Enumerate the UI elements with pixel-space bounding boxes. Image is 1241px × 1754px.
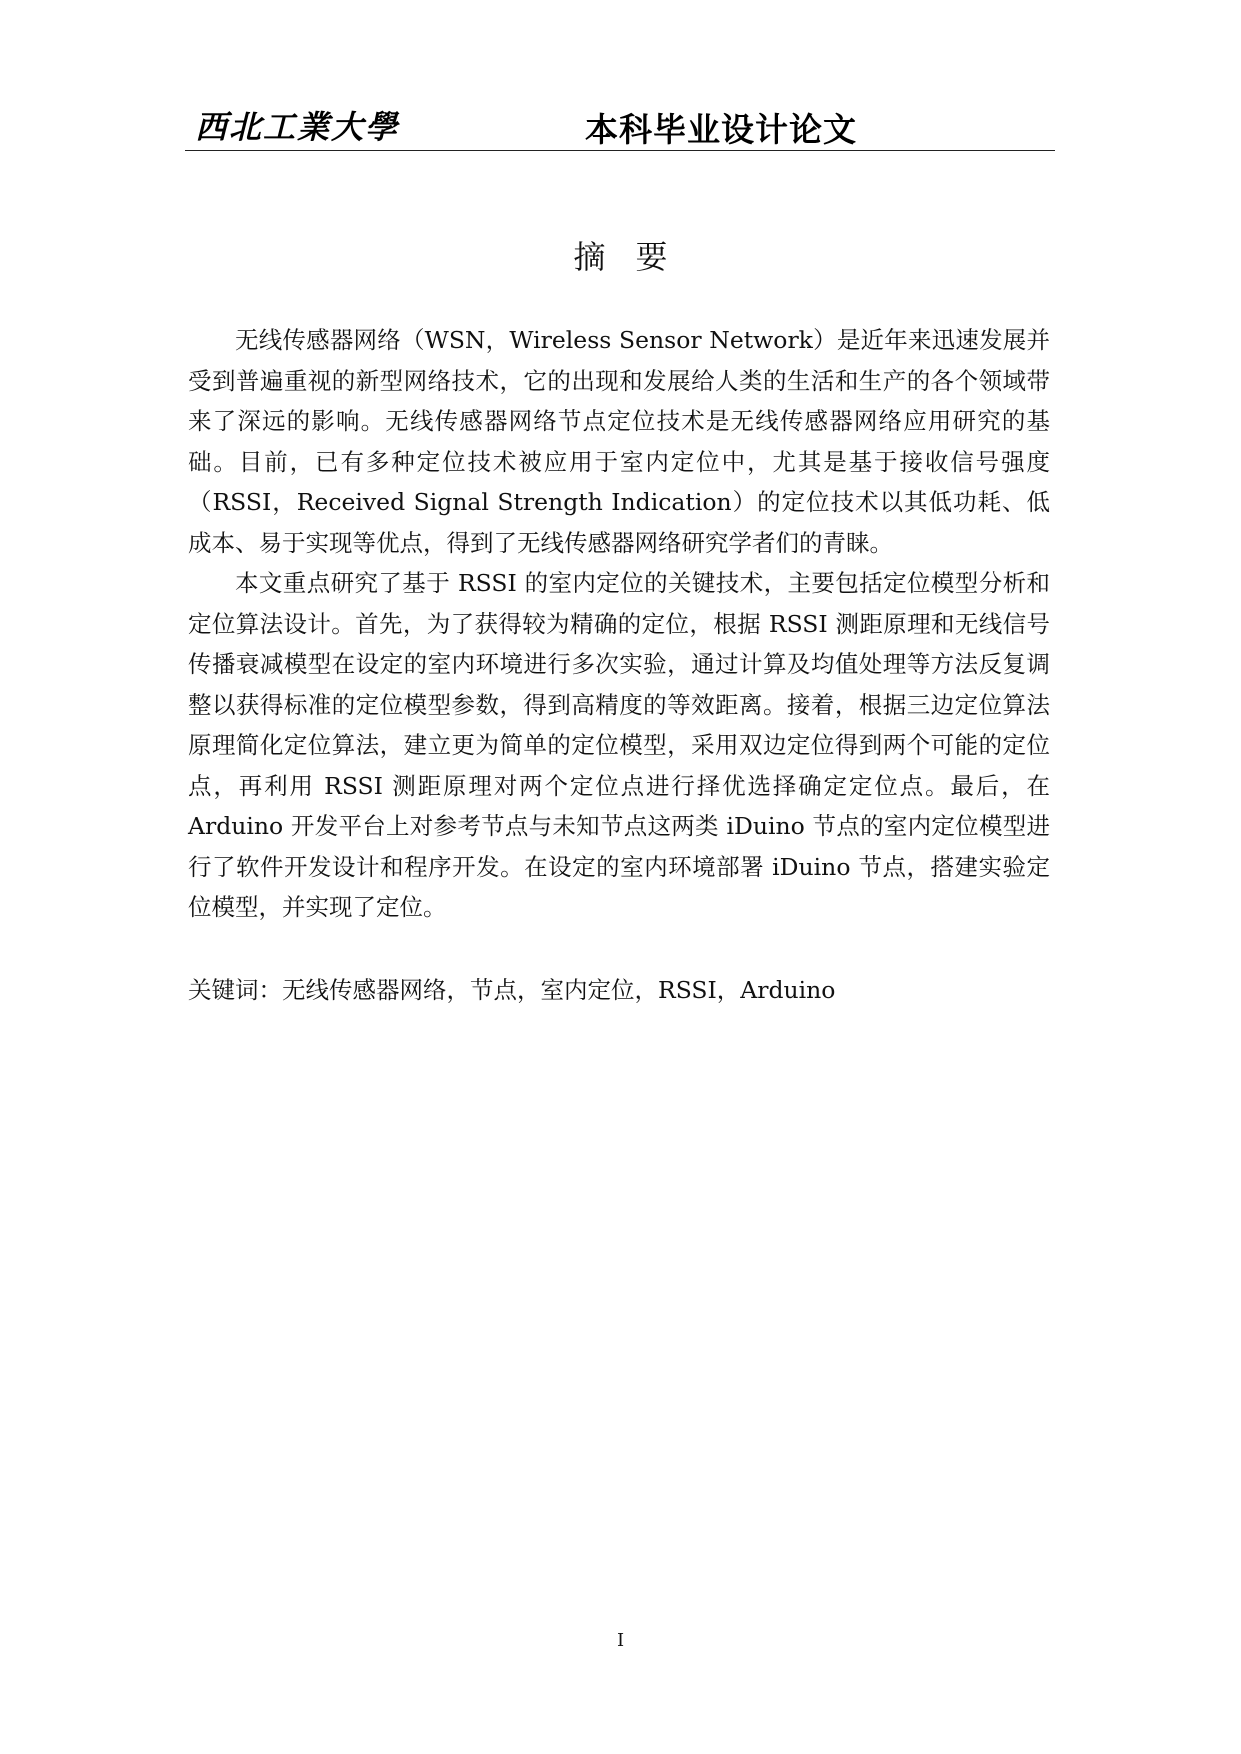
document-type: 本科毕业设计论文 (585, 110, 857, 149)
keywords-line: 关键词：无线传感器网络，节点，室内定位，RSSI，Arduino (188, 976, 836, 1004)
abstract-title: 摘要 (573, 238, 698, 276)
page-number: I (616, 1630, 625, 1651)
university-name: 西北工業大學 (195, 108, 400, 146)
abstract-paragraph: 本文重点研究了基于 RSSI 的室内定位的关键技术，主要包括定位模型分析和定位算法设计。首先，为了获得较为精确的定位，根据 RSSI 测距原理和无线信号传播衰减模型在设定的室内环境进行多次实验，通过计算及均值处理等方法反复调整以获得标准的定位模型参数，得到高精度的等效距离。接着，根据三边定位算法原理简化定位算法，建立更为简单的定位模型，采用双边定位得到两个可能的定位点，再利用 RSSI 测距原理对两个定位点进行择优选择确定定位点。最后，在 Arduino 开发平台上对参考节点与未知节点这两类 iDuino 节点的室内定位模型进行了软件开发设计和程序开发。在设定的室内环境部署 iDuino 节点，搭建实验定位模型，并实现了定位。 (188, 569, 1050, 921)
abstract-body (188, 320, 1050, 928)
abstract-paragraph: 无线传感器网络（WSN，Wireless Sensor Network）是近年来迅速发展并受到普遍重视的新型网络技术，它的出现和发展给人类的生活和生产的各个领域带来了深远的影响。无线传感器网络节点定位技术是无线传感器网络应用研究的基础。目前，已有多种定位技术被应用于室内定位中，尤其是基于接收信号强度（RSSI，Received Signal Strength Indication）的定位技术以其低功耗、低成本、易于实现等优点，得到了无线传感器网络研究学者们的青睐。 (188, 326, 1050, 557)
